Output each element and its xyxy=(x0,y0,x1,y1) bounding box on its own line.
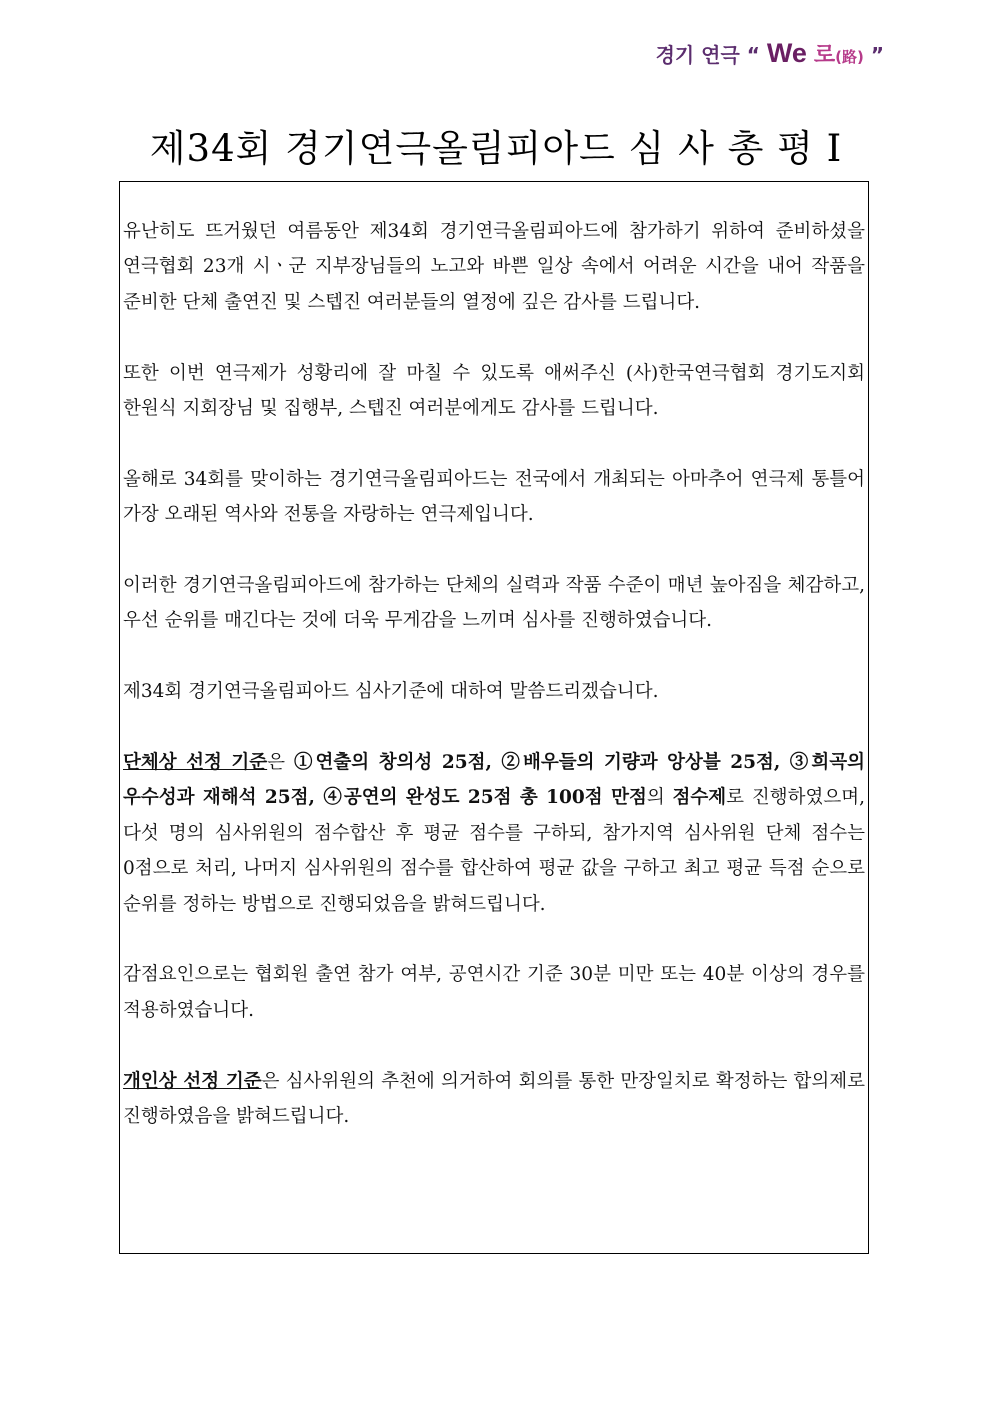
group-award-rest: 로 진행하였으며, 다섯 명의 심사위원의 점수합산 후 평균 점수를 구하되, 참가지역 심사위원 단체 점수는 0점으로 처리, 나머지 심사위원의 점수를 합산하여 평균 값을 구하고 최고 평균 득점 순으로 순위를 정하는 방법으로 진행되었음을 밝혀드립니다. xyxy=(123,787,865,915)
page-title: 제34회 경기연극올림피아드 심 사 총 평 I xyxy=(149,127,843,170)
group-award-connector: 의 xyxy=(646,787,673,809)
individual-award-label: 개인상 선정 기준 xyxy=(123,1070,262,1092)
header-we: We xyxy=(766,38,807,68)
group-award-after-label: 은 xyxy=(267,752,294,774)
group-award-criteria-list: ①연출의 창의성 25점, ②배우들의 기량과 앙상블 25점, ③희곡의 우수성과 재해석 25점, ④공연의 완성도 25점 총 100점 만점 xyxy=(123,752,866,809)
header-ro: 로 xyxy=(813,43,836,68)
paragraph-criteria-intro: 제34회 경기연극올림피아드 심사기준에 대하여 말씀드리겠습니다. xyxy=(123,681,659,703)
paragraph-thanks-association: 또한 이번 연극제가 성황리에 잘 마칠 수 있도록 애써주신 (사)한국연극협회 경기도지회 한원식 지회장님 및 집행부, 스텝진 여러분에게도 감사를 드립니다. xyxy=(123,362,865,420)
paragraph-judging-weight: 이러한 경기연극올림피아드에 참가하는 단체의 실력과 작품 수준이 매년 높아짐을 체감하고, 우선 순위를 매긴다는 것에 더욱 무게감을 느끼며 심사를 진행하였습니다. xyxy=(123,575,865,632)
review-content-box xyxy=(119,181,869,1254)
paragraph-group-award-criteria xyxy=(123,745,865,922)
header-open-quote: “ xyxy=(746,43,760,67)
individual-award-rest: 은 심사위원의 추천에 의거하여 회의를 통한 만장일치로 확정하는 합의제로 진행하였음을 밝혀드립니다. xyxy=(123,1070,865,1128)
header-hanja: (路) xyxy=(835,48,864,66)
header-brand-mark xyxy=(656,38,884,69)
group-award-label: 단체상 선정 기준 xyxy=(123,752,268,774)
paragraph-penalty-factors: 감점요인으로는 협회원 출연 참가 여부, 공연시간 기준 30분 미만 또는 40분 이상의 경우를 적용하였습니다. xyxy=(123,964,865,1021)
paragraph-thanks-branches: 유난히도 뜨거웠던 여름동안 제34회 경기연극올림피아드에 참가하기 위하여 준비하셨을 연극협회 23개 시ㆍ군 지부장님들의 노고와 바쁜 일상 속에서 어려운 시간을 내어 작품을 준비한 단체 출연진 및 스텝진 여러분들의 열정에 깊은 감사를 드립니다. xyxy=(123,221,865,313)
paragraph-festival-history: 올해로 34회를 맞이하는 경기연극올림피아드는 전국에서 개최되는 아마추어 연극제 통틀어 가장 오래된 역사와 전통을 자랑하는 연극제입니다. xyxy=(123,468,865,526)
group-award-method: 점수제 xyxy=(672,787,727,809)
header-prefix: 경기 연극 xyxy=(655,43,740,67)
paragraph-individual-award-criteria xyxy=(123,1064,865,1135)
header-close-quote: ” xyxy=(870,43,884,67)
